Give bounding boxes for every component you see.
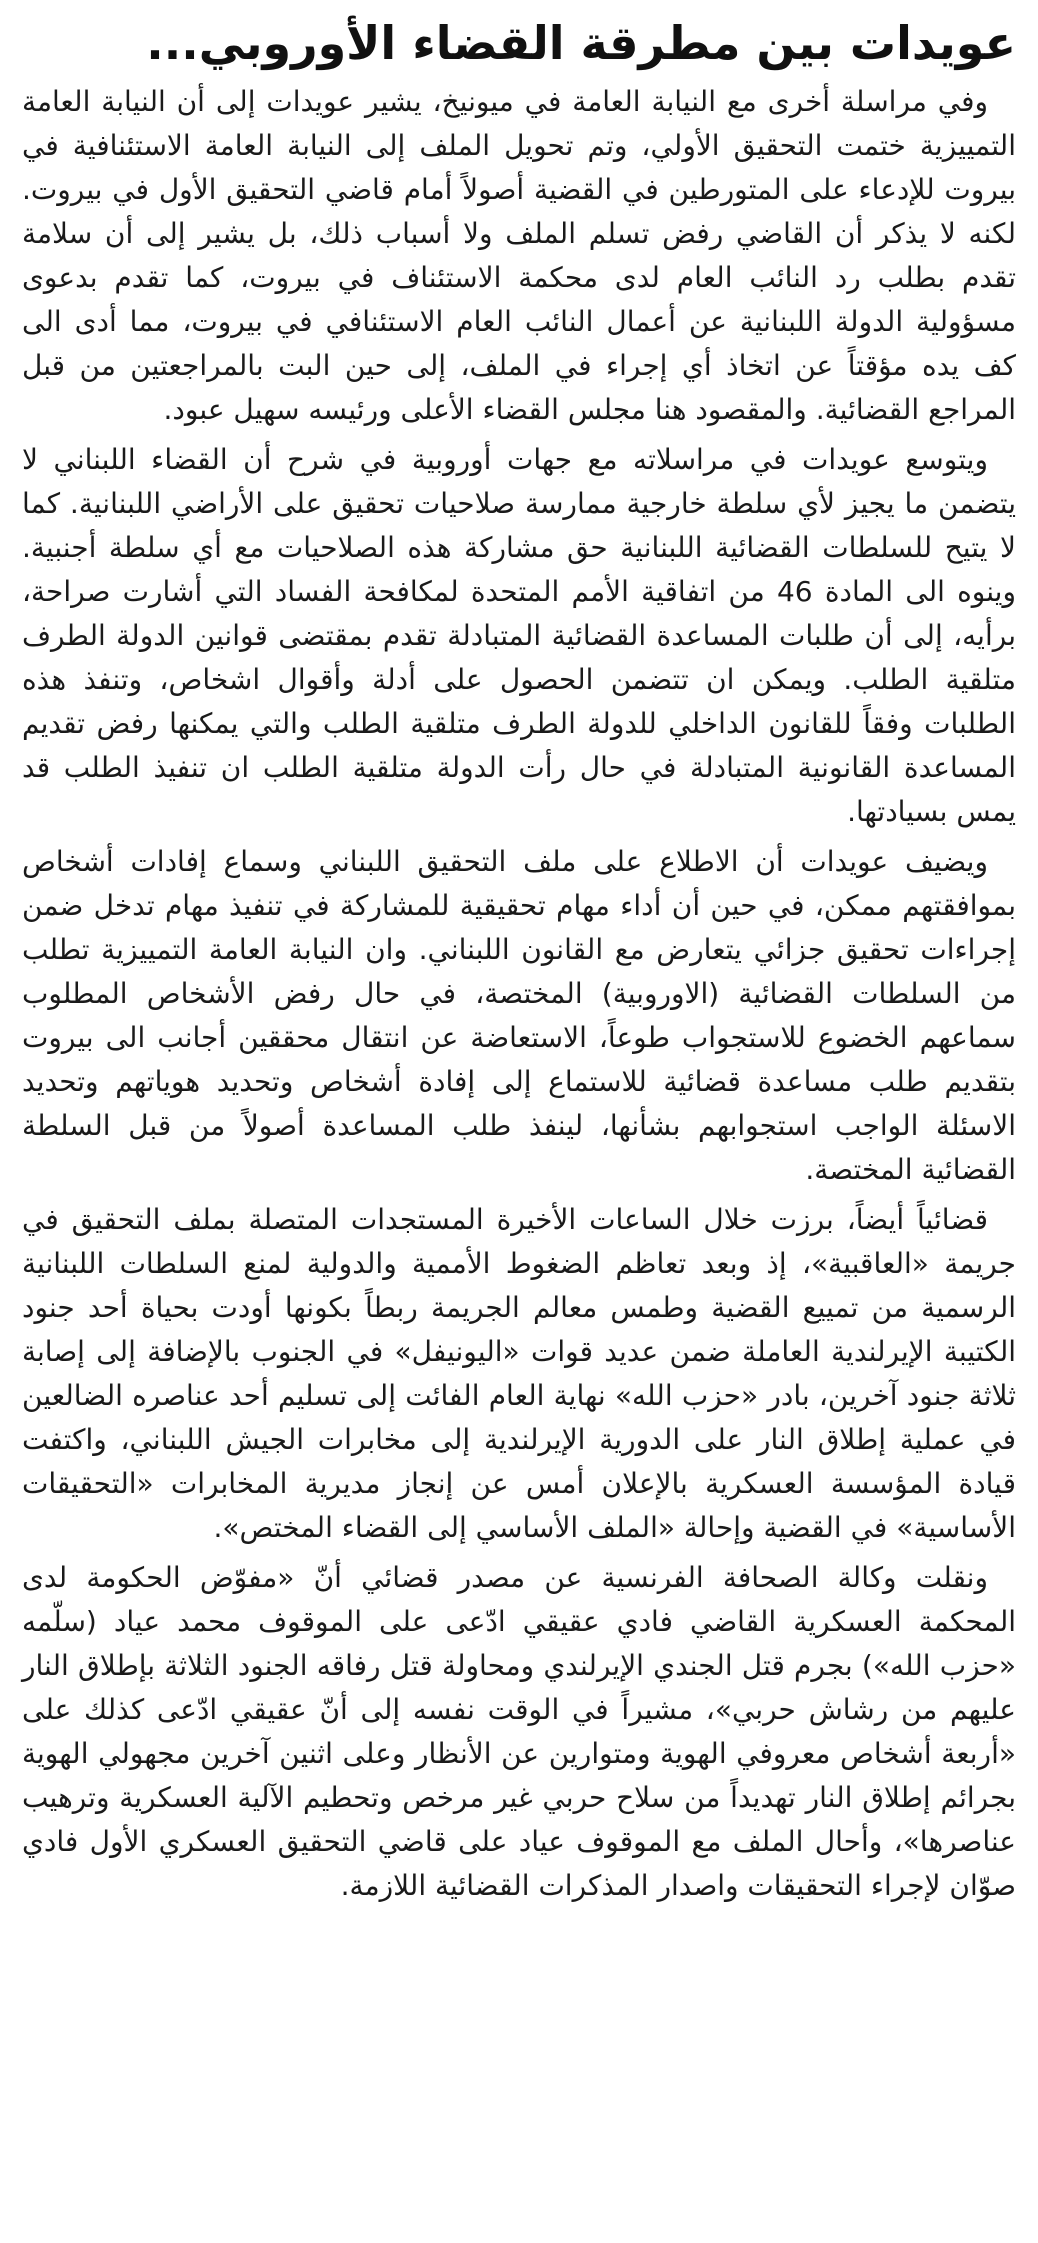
article-paragraph: ونقلت وكالة الصحافة الفرنسية عن مصدر قضائي أنّ «مفوّض الحكومة لدى المحكمة العسكرية القاضي فادي عقيقي ادّعى على الموقوف محمد عياد (سلّمه «حزب الله») بجرم قتل الجندي الإيرلندي ومحاولة قتل رفاقه الجنود الثلاثة بإطلاق النار عليهم من رشاش حربي»، مشيراً في الوقت نفسه إلى أنّ عقيقي ادّعى كذلك على «أربعة أشخاص معروفي الهوية ومتوارين عن الأنظار وعلى اثنين آخرين مجهولي الهوية بجرائم إطلاق النار تهديداً من سلاح حربي غير مرخص وتحطيم الآلية العسكرية وترهيب عناصرها»، وأحال الملف مع الموقوف عياد على قاضي التحقيق العسكري الأول فادي صوّان لإجراء التحقيقات واصدار المذكرات القضائية اللازمة. (22, 1561, 1016, 1902)
article-paragraph: قضائياً أيضاً، برزت خلال الساعات الأخيرة المستجدات المتصلة بملف التحقيق في جريمة «العاقبية»، إذ وبعد تعاظم الضغوط الأممية والدولية لمنع السلطات اللبنانية الرسمية من تمييع القضية وطمس معالم الجريمة ربطاً بكونها أودت بحياة أحد جنود الكتيبة الإيرلندية العاملة ضمن عديد قوات «اليونيفل» في الجنوب بالإضافة إلى إصابة ثلاثة جنود آخرين، بادر «حزب الله» نهاية العام الفائت إلى تسليم أحد عناصره الضالعين في عملية إطلاق النار على الدورية الإيرلندية إلى مخابرات الجيش اللبناني، واكتفت قيادة المؤسسة العسكرية بالإعلان أمس عن إنجاز مديرية المخابرات «التحقيقات الأساسية» في القضية وإحالة «الملف الأساسي إلى القضاء المختص». (22, 1203, 1016, 1544)
article-paragraph: ويضيف عويدات أن الاطلاع على ملف التحقيق اللبناني وسماع إفادات أشخاص بموافقتهم ممكن، في حين أن أداء مهام تحقيقية للمشاركة في تنفيذ مهام تدخل ضمن إجراءات تحقيق جزائي يتعارض مع القانون اللبناني. وان النيابة العامة التمييزية تطلب من السلطات القضائية (الاوروبية) المختصة، في حال رفض الأشخاص المطلوب سماعهم الخضوع للاستجواب طوعاً، الاستعاضة عن انتقال محققين أجانب الى بيروت بتقديم طلب مساعدة قضائية للاستماع إلى إفادة أشخاص وتحديد هوياتهم وتحديد الاسئلة الواجب استجوابهم بشأنها، لينفذ طلب المساعدة أصولاً من قبل السلطة القضائية المختصة. (22, 845, 1016, 1186)
article-paragraph: وفي مراسلة أخرى مع النيابة العامة في ميونيخ، يشير عويدات إلى أن النيابة العامة التمييزية ختمت التحقيق الأولي، وتم تحويل الملف إلى النيابة العامة الاستئنافية في بيروت للإدعاء على المتورطين في القضية أصولاً أمام قاضي التحقيق الأول في بيروت. لكنه لا يذكر أن القاضي رفض تسلم الملف ولا أسباب ذلك، بل يشير إلى أن سلامة تقدم بطلب رد النائب العام لدى محكمة الاستئناف في بيروت، كما تقدم بدعوى مسؤولية الدولة اللبنانية عن أعمال النائب العام الاستئنافي في بيروت، مما أدى الى كف يده مؤقتاً عن اتخاذ أي إجراء في الملف، إلى حين البت بالمراجعتين من قبل المراجع القضائية. والمقصود هنا مجلس القضاء الأعلى ورئيسه سهيل عبود. (22, 85, 1016, 426)
article-paragraph: ويتوسع عويدات في مراسلاته مع جهات أوروبية في شرح أن القضاء اللبناني لا يتضمن ما يجيز لأي سلطة خارجية ممارسة صلاحيات تحقيق على الأراضي اللبنانية. كما لا يتيح للسلطات القضائية اللبنانية حق مشاركة هذه الصلاحيات مع أي سلطة أجنبية. وينوه الى المادة 46 من اتفاقية الأمم المتحدة لمكافحة الفساد التي أشارت صراحة، برأيه، إلى أن طلبات المساعدة القضائية المتبادلة تقدم بمقتضى قوانين الدولة الطرف متلقية الطلب. ويمكن ان تتضمن الحصول على أدلة وأقوال اشخاص، وتنفذ هذه الطلبات وفقاً للقانون الداخلي للدولة الطرف متلقية الطلب والتي يمكنها رفض تقديم المساعدة القانونية المتبادلة في حال رأت الدولة متلقية الطلب ان تنفيذ الطلب قد يمس بسيادتها. (22, 443, 1016, 828)
article-headline: عويدات بين مطرقة القضاء الأوروبي... (146, 16, 1016, 70)
